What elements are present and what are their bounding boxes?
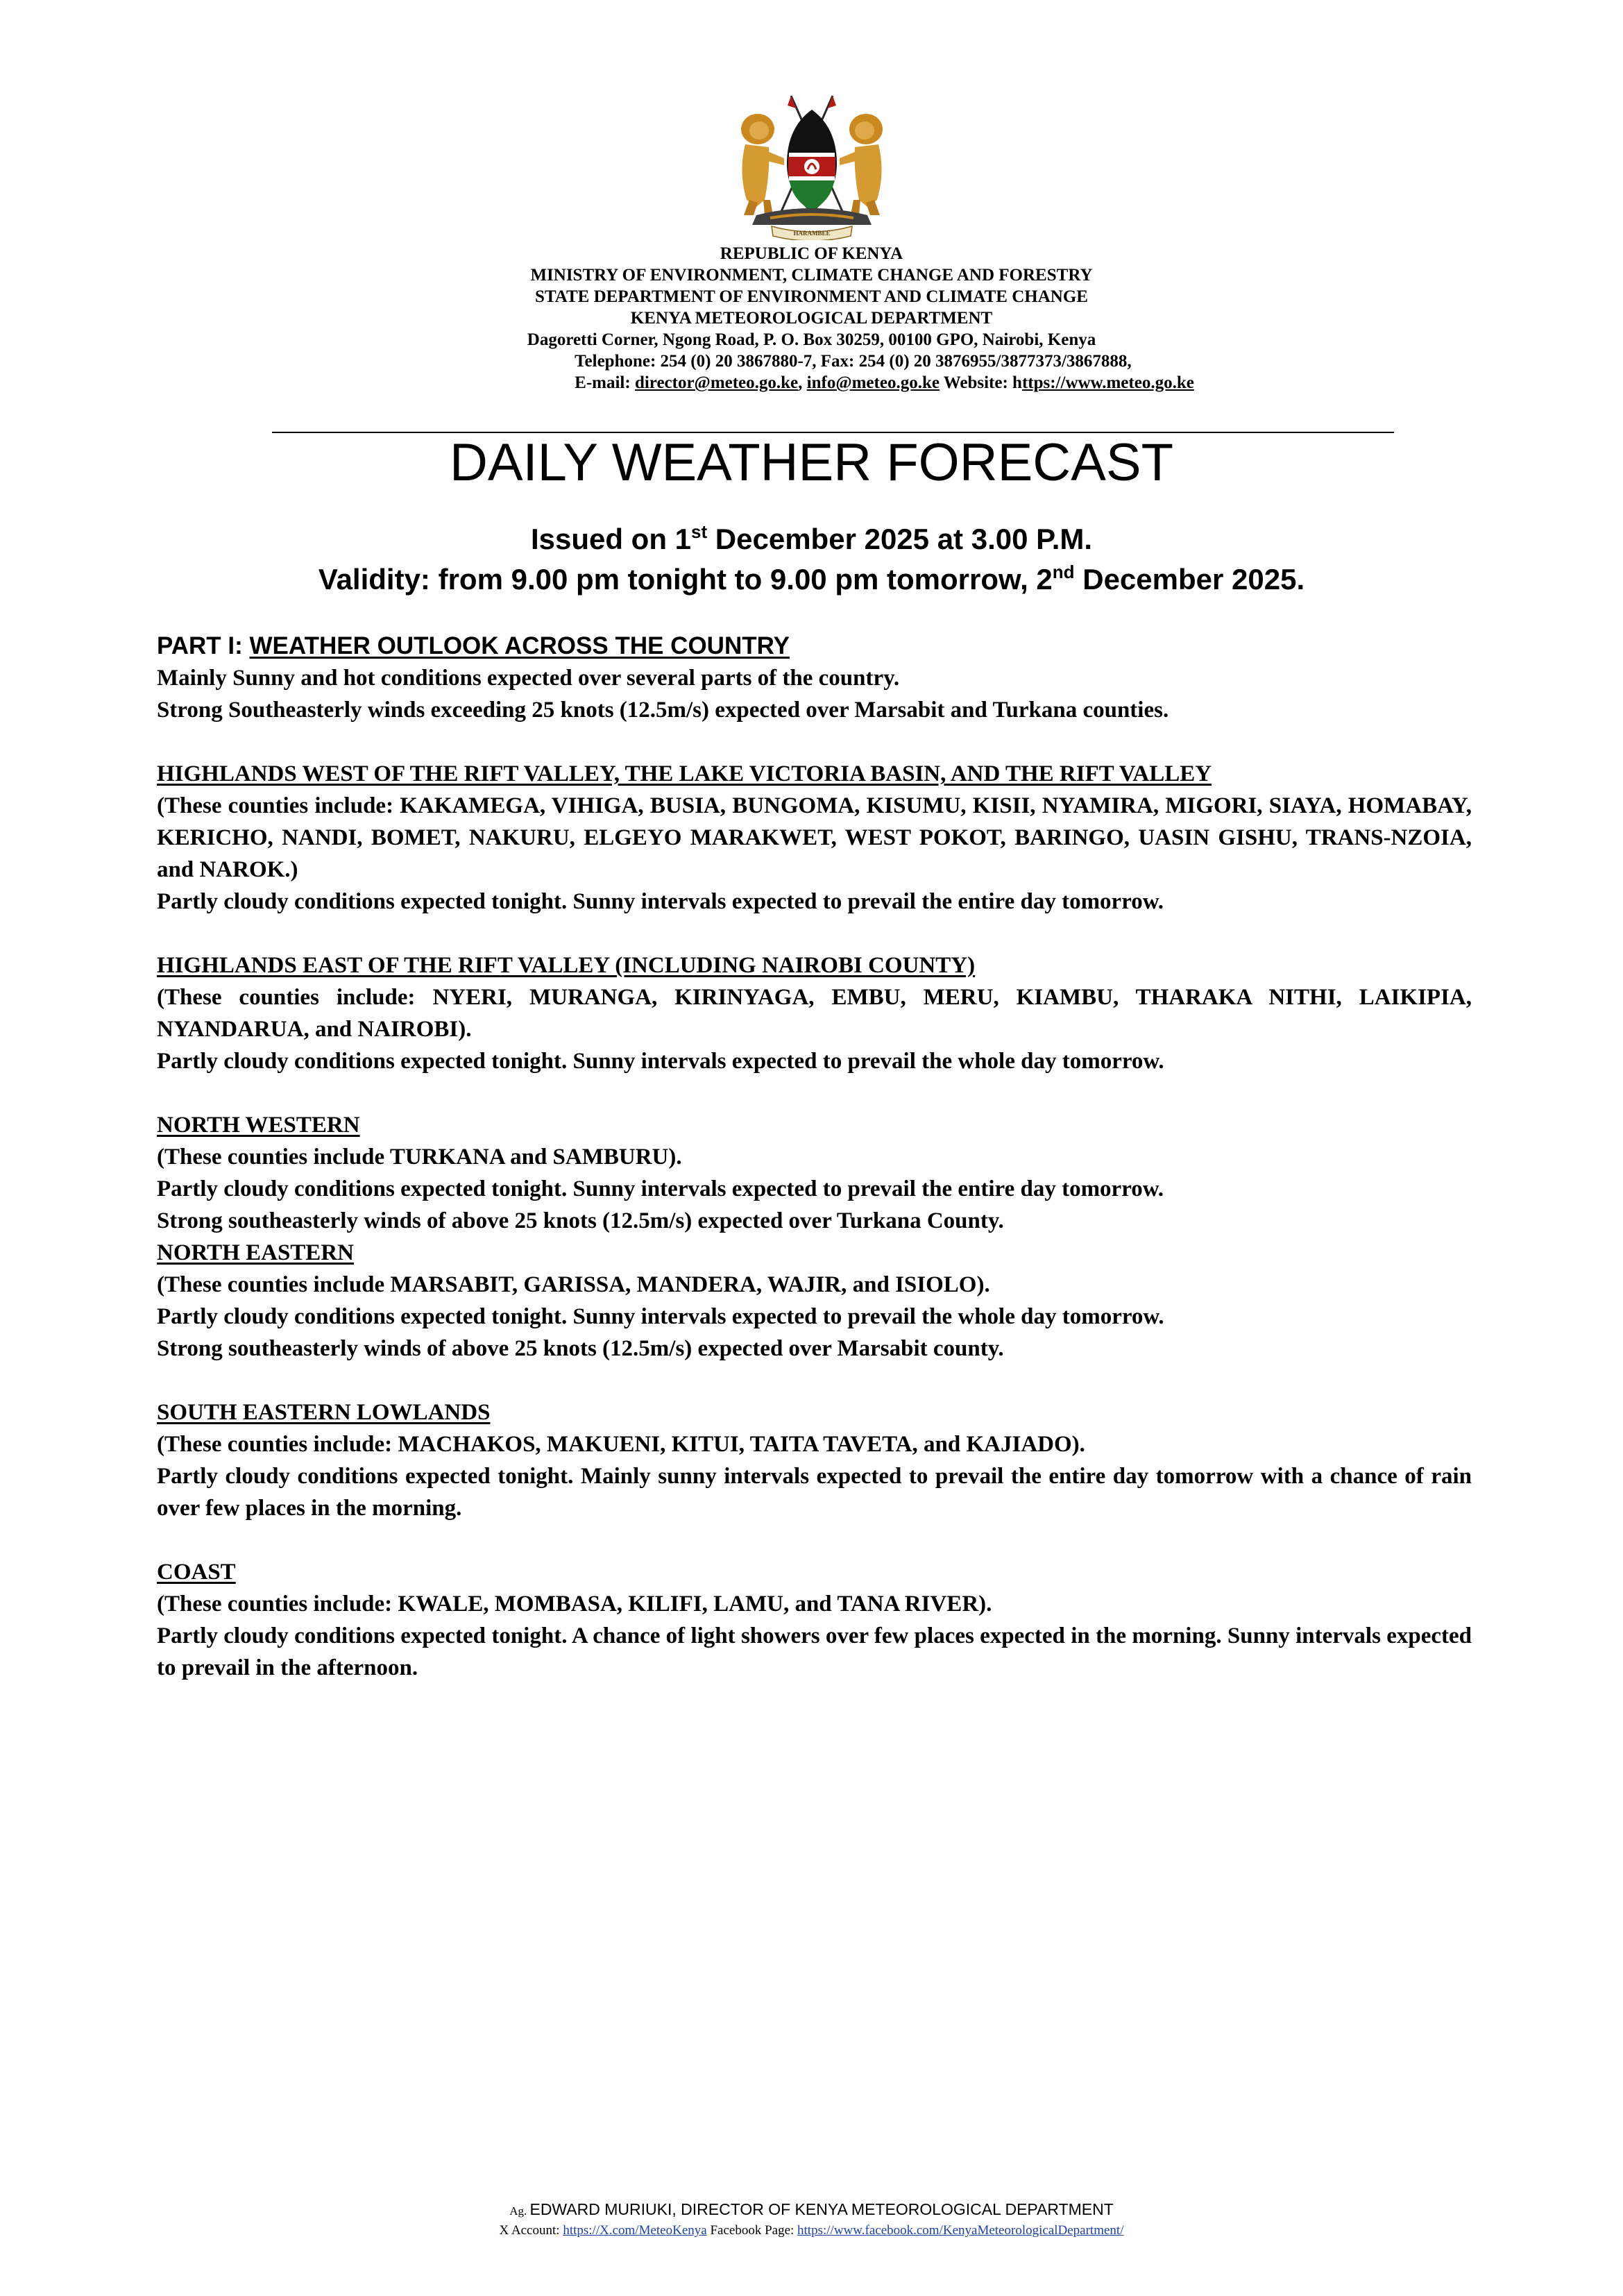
footer-x-link[interactable]: https://X.com/MeteoKenya bbox=[563, 2223, 707, 2238]
spacer bbox=[157, 1524, 1472, 1556]
letterhead-ministry: MINISTRY OF ENVIRONMENT, CLIMATE CHANGE AND FORESTRY bbox=[530, 266, 1093, 285]
letterhead-telephone: Telephone: 254 (0) 20 3867880-7, Fax: 254 (0) 20 3876955/3877373/3867888, bbox=[575, 352, 1132, 371]
validity-prefix: Validity: from 9.00 pm tonight to 9.00 pm tomorrow, 2 bbox=[318, 563, 1053, 596]
issued-suffix: December 2025 at 3.00 P.M. bbox=[707, 523, 1093, 555]
footer-x-label: X Account: bbox=[499, 2223, 563, 2238]
issue-info bbox=[0, 519, 1623, 600]
kenya-coat-of-arms-emblem bbox=[729, 89, 895, 240]
region-heading-text: COAST bbox=[157, 1560, 236, 1585]
email-link-director[interactable]: director@meteo.go.ke bbox=[634, 373, 799, 392]
letterhead-republic: REPUBLIC OF KENYA bbox=[720, 244, 903, 263]
issued-prefix: Issued on 1 bbox=[530, 523, 692, 555]
letterhead bbox=[0, 243, 1623, 394]
footer bbox=[0, 2199, 1623, 2240]
region-counties: (These counties include: KAKAMEGA, VIHIGA, BUSIA, BUNGOMA, KISUMU, KISII, NYAMIRA, MIGORI, SIAYA, HOMABAY, KERICHO, NANDI, BOMET, NAKURU, ELGEYO MARAKWET, WEST POKOT, BARINGO, UASIN GISHU, TRANS-NZOIA, and NAROK.) bbox=[157, 793, 1472, 882]
page-title: DAILY WEATHER FORECAST bbox=[449, 433, 1174, 492]
spacer bbox=[157, 918, 1472, 949]
region-forecast: Partly cloudy conditions expected tonight. A chance of light showers over few places expected in the morning. Sunny intervals expected to prevail in the afternoon. bbox=[157, 1623, 1472, 1680]
region-forecast: Partly cloudy conditions expected tonight. Sunny intervals expected to prevail the entire day tomorrow. bbox=[157, 889, 1164, 914]
letterhead-email-line bbox=[575, 372, 1194, 394]
part1-heading bbox=[157, 630, 1472, 662]
validity-line bbox=[0, 559, 1623, 600]
footer-signature bbox=[0, 2199, 1623, 2222]
region-heading bbox=[157, 1109, 1472, 1141]
part1-label: PART I: bbox=[157, 632, 250, 659]
issued-line bbox=[0, 519, 1623, 559]
region-highlands-east bbox=[157, 949, 1472, 1077]
validity-suffix: December 2025. bbox=[1074, 563, 1305, 596]
spacer bbox=[157, 1365, 1472, 1396]
spacer bbox=[157, 1077, 1472, 1109]
part1-summary-line2: Strong Southeasterly winds exceeding 25 knots (12.5m/s) expected over Marsabit and Turkana counties. bbox=[157, 698, 1169, 723]
region-heading bbox=[157, 1556, 1472, 1588]
forecast-body bbox=[157, 630, 1472, 1684]
region-counties: (These counties include TURKANA and SAMBURU). bbox=[157, 1145, 682, 1170]
website-label: Website: h bbox=[939, 373, 1022, 392]
region-heading-text: NORTH WESTERN bbox=[157, 1113, 360, 1138]
footer-facebook-label: Facebook Page: bbox=[706, 2223, 798, 2238]
validity-sup: nd bbox=[1052, 562, 1075, 582]
region-north-eastern bbox=[157, 1237, 1472, 1365]
email-separator: , bbox=[798, 373, 807, 392]
letterhead-department: KENYA METEOROLOGICAL DEPARTMENT bbox=[630, 309, 993, 328]
region-wind-warning: Strong southeasterly winds of above 25 knots (12.5m/s) expected over Marsabit county. bbox=[157, 1336, 1004, 1361]
region-highlands-west bbox=[157, 758, 1472, 918]
footer-director: EDWARD MURIUKI, DIRECTOR OF KENYA METEOROLOGICAL DEPARTMENT bbox=[529, 2200, 1114, 2218]
letterhead-address: Dagoretti Corner, Ngong Road, P. O. Box 30259, 00100 GPO, Nairobi, Kenya bbox=[527, 330, 1096, 349]
region-heading: HIGHLANDS WEST OF THE RIFT VALLEY, THE LAKE VICTORIA BASIN, AND THE RIFT VALLEY bbox=[157, 761, 1212, 786]
footer-social bbox=[0, 2222, 1623, 2240]
spacer bbox=[157, 726, 1472, 758]
region-counties: (These counties include MARSABIT, GARISSA, MANDERA, WAJIR, and ISIOLO). bbox=[157, 1272, 990, 1297]
region-counties: (These counties include: KWALE, MOMBASA, KILIFI, LAMU, and TANA RIVER). bbox=[157, 1592, 992, 1617]
issued-sup: st bbox=[691, 521, 708, 542]
region-heading bbox=[157, 1396, 1472, 1428]
region-north-western bbox=[157, 1109, 1472, 1237]
region-forecast: Partly cloudy conditions expected tonight. Sunny intervals expected to prevail the entire day tomorrow. bbox=[157, 1176, 1164, 1201]
part1-title: WEATHER OUTLOOK ACROSS THE COUNTRY bbox=[249, 632, 790, 659]
part1-summary-line1: Mainly Sunny and hot conditions expected over several parts of the country. bbox=[157, 666, 900, 691]
region-heading: HIGHLANDS EAST OF THE RIFT VALLEY (INCLUDING NAIROBI COUNTY) bbox=[157, 953, 976, 978]
region-coast bbox=[157, 1556, 1472, 1684]
region-forecast: Partly cloudy conditions expected tonight. Sunny intervals expected to prevail the whole day tomorrow. bbox=[157, 1304, 1164, 1329]
footer-facebook-link[interactable]: https://www.facebook.com/KenyaMeteorologicalDepartment/ bbox=[797, 2223, 1124, 2238]
coat-motto: HARAMBEE bbox=[793, 230, 831, 237]
region-counties: (These counties include: NYERI, MURANGA, KIRINYAGA, EMBU, MERU, KIAMBU, THARAKA NITHI, LAIKIPIA, NYANDARUA, and NAIROBI). bbox=[157, 985, 1472, 1042]
letterhead-state-department: STATE DEPARTMENT OF ENVIRONMENT AND CLIMATE CHANGE bbox=[535, 287, 1088, 306]
region-heading-text: NORTH EASTERN bbox=[157, 1240, 354, 1265]
website-link[interactable]: ttps://www.meteo.go.ke bbox=[1021, 373, 1194, 392]
letterhead-contact-block bbox=[575, 351, 1194, 394]
region-wind-warning: Strong southeasterly winds of above 25 knots (12.5m/s) expected over Turkana County. bbox=[157, 1208, 1004, 1233]
region-counties: (These counties include: MACHAKOS, MAKUENI, KITUI, TAITA TAVETA, and KAJIADO). bbox=[157, 1432, 1085, 1457]
email-link-info[interactable]: info@meteo.go.ke bbox=[806, 373, 940, 392]
email-label: E-mail: bbox=[575, 373, 635, 392]
region-south-eastern-lowlands bbox=[157, 1396, 1472, 1524]
footer-ag: Ag. bbox=[509, 2204, 530, 2218]
region-forecast: Partly cloudy conditions expected tonight. Sunny intervals expected to prevail the whole day tomorrow. bbox=[157, 1049, 1164, 1074]
region-forecast: Partly cloudy conditions expected tonight. Mainly sunny intervals expected to prevail the entire day tomorrow with a chance of rain over few places in the morning. bbox=[157, 1464, 1472, 1521]
region-heading bbox=[157, 1237, 1472, 1269]
region-heading-text: SOUTH EASTERN LOWLANDS bbox=[157, 1400, 491, 1425]
